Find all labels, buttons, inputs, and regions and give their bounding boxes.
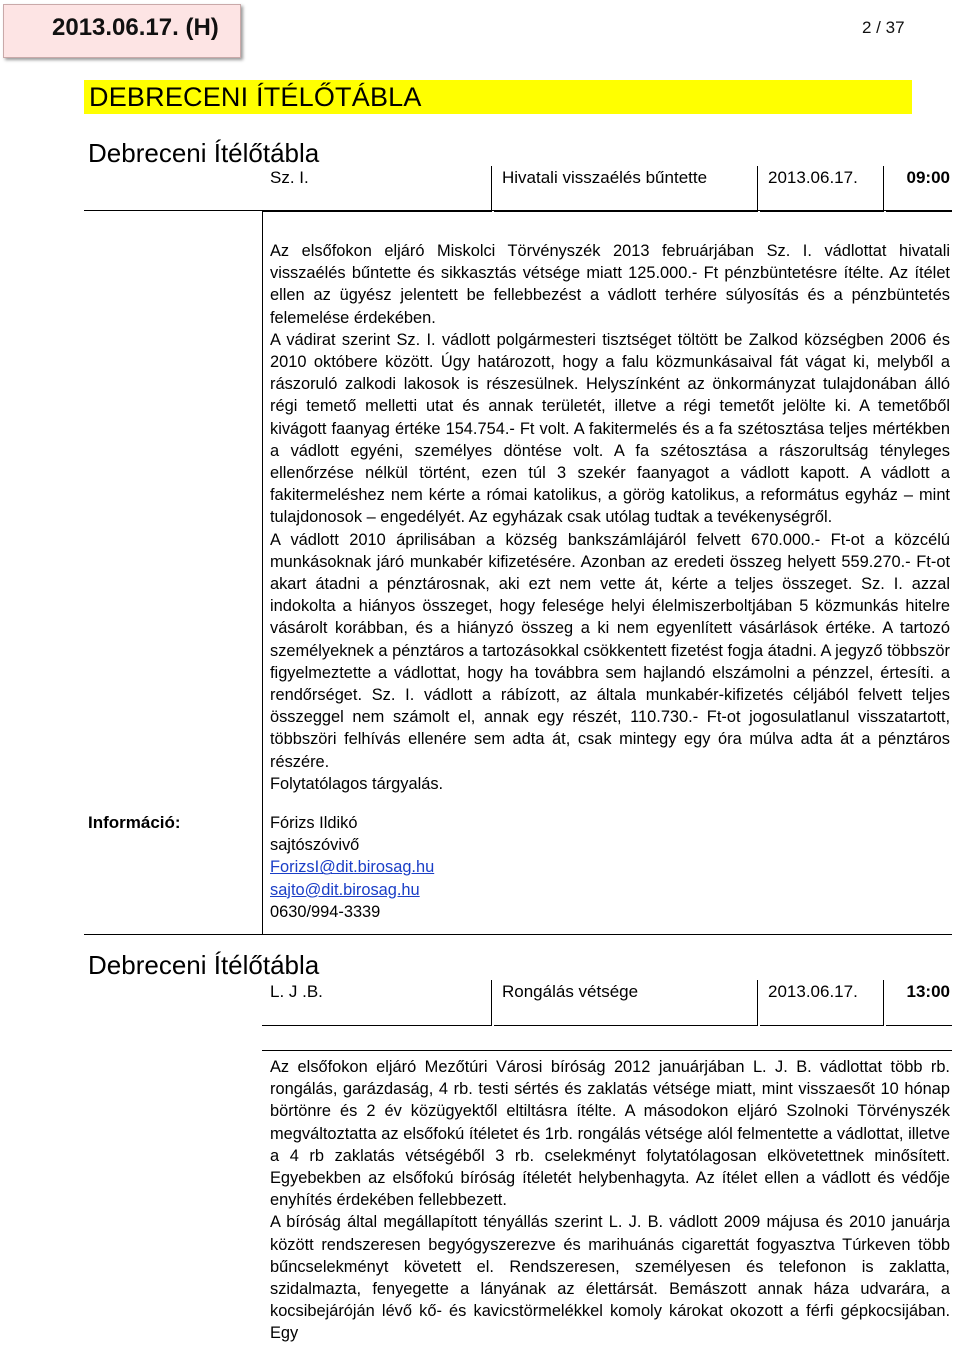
case-time: 13:00 [886, 980, 952, 1026]
case-header-row [262, 166, 952, 212]
case-header-row [262, 980, 952, 1026]
case-paragraph: Az elsőfokon eljáró Miskolci Törvényszék 2013 februárjában Sz. I. vádlottat hivatali visszaélés bűntette és sikkasztás vétsége miatt 125.000.- Ft pénzbüntetésre ítélte. Az ítélet ellen az ügyész jelentett be fellebbezést a vádlott terhére súlyosítás és a pénzbüntetés felemelése érdekében. [270, 242, 950, 327]
contact-role: sajtószóvivő [270, 836, 360, 855]
case-time: 09:00 [886, 166, 952, 212]
case-date: 2013.06.17. [760, 980, 884, 1026]
case-description [270, 240, 950, 795]
contact-email-link[interactable]: ForizsI@dit.birosag.hu [270, 858, 435, 877]
case-paragraph: A vádlott 2010 áprilisában a község bankszámlájáról felvett 670.000.- Ft-ot a közcélú munkásoknak járó munkabér kifizetésére. Azonban az eredeti összeg helyett 559.270.- Ft-ot akart átadni a pénztárosnak, aki ezt nem vette át, kérte a teljes összeget. Sz. I. azzal indokolta a hiányos összeget, hogy felesége helyi élelmiszerboltjában 5 közmunkás hitelre vásárolt korábban, és a hiányzó összeg a ki nem egyenlített vásárlások értéke. A tartozó személyeknek a pénztáros a tartozásokkal csökkentett fizetést fogja átadni. A jegyző többször figyelmeztette a vádlottat, hogy ha továbbra sem hajlandó elszámolni a pénzzel, értesíti. a rendőrséget. Sz. I. vádlott a rábízott, az általa munkabér-kifizetés céljából felvett teljes összeggel nem számolt el, annak egy részét, 110.730.- Ft-ot jogosulatlanul visszatartott, többszöri felhívás ellenére sem adta át, csak mintegy egy óra múlva adta át a pénztáros részére. [270, 530, 950, 771]
case-charge: Rongálás vétsége [494, 980, 758, 1026]
court-banner: DEBRECENI ÍTÉLŐTÁBLA [84, 80, 912, 114]
case-divider [262, 1050, 952, 1051]
page-number: 2 / 37 [862, 18, 905, 37]
case-paragraph: Folytatólagos tárgyalás. [270, 774, 444, 793]
case-defendant: Sz. I. [262, 166, 492, 212]
date-badge: 2013.06.17. (H) [3, 4, 241, 58]
case-defendant: L. J .B. [262, 980, 492, 1026]
case-date: 2013.06.17. [760, 166, 884, 212]
case-court-title: Debreceni Ítélőtábla [88, 950, 320, 980]
case-paragraph: A vádirat szerint Sz. I. vádlott polgármesteri tisztséget töltött be Zalkod községben 2006 és 2010 októbere között. Úgy határozott, hogy a falu közmunkásaival fát vágat ki, melyből a rászoruló zalkodi lakosok is részesülnek. Helyszínként az önkormányzat tulajdonában álló régi temető melletti utat és annak területét, illetve a régi temetőt jelölte ki. A temetőből kivágott faanyag értéke 154.754.- Ft volt. A fakitermelés és a fa szétosztása teljes mértékben a vádlott egyéni, személyes döntése volt. A fa szétosztása a rászorultság tényleges ellenőrzése nélkül történt, ezen túl 3 szekér faanyagot a vádlott kapott. A vádlott a fakitermeléshez nem kérte a római katolikus, a görög katolikus, a református egyház – mint tulajdonosok – engedélyét. Az egyházak csak utólag tudtak a tevékenységről. [270, 330, 950, 527]
contact-block [270, 812, 434, 923]
info-label: Információ: [88, 813, 181, 832]
case-paragraph: Az elsőfokon eljáró Mezőtúri Városi bíróság 2012 januárjában L. J. B. vádlottat több rb. rongálás, garázdaság, 4 rb. testi sértés és zaklatás vétsége miatt, mint visszaesőt 10 hónap börtönre és 2 év közügyektől eltiltásra ítélte. A másodokon eljáró Szolnoki Törvényszék megváltoztatta az elsőfokú ítéletet és 1rb. rongálás vétsége alól felmentette a vádlottat, illetve a 4 rb zaklatás vétségéből 3 rb. cselekményt folytatólagosan elkövetettnek minősített. Egyebekben az elsőfokú bíróság ítéletét helybenhagyta. Az ítélet ellen a vádlott és védője enyhítés érdekében fellebbezett. [270, 1058, 950, 1210]
contact-phone: 0630/994-3339 [270, 902, 381, 921]
case-charge: Hivatali visszaélés bűntette [494, 166, 758, 212]
contact-name: Fórizs Ildikó [270, 814, 358, 832]
press-email-link[interactable]: sajto@dit.birosag.hu [270, 880, 420, 899]
case-paragraph: A bíróság által megállapított tényállás szerint L. J. B. vádlott 2009 májusa és 2010 januárja között rendszeresen begyógyszerezve és marihuánás cigarettát fogyasztva Túrkeven több bűncselekményt követett el. Rendszeresen, személyesen és telefonon is zaklatta, szidalmazta, fenyegette a lányának az élettársát. Bemászott annak háza udvarára, a kocsibejáróján lévő kő- és kavicstörmelékkel komoly károkat okozott a férfi gépkocsijában. Egy [270, 1213, 950, 1343]
info-column-divider [262, 211, 263, 934]
case-description [270, 1056, 950, 1345]
case-court-title: Debreceni Ítélőtábla [88, 138, 320, 168]
